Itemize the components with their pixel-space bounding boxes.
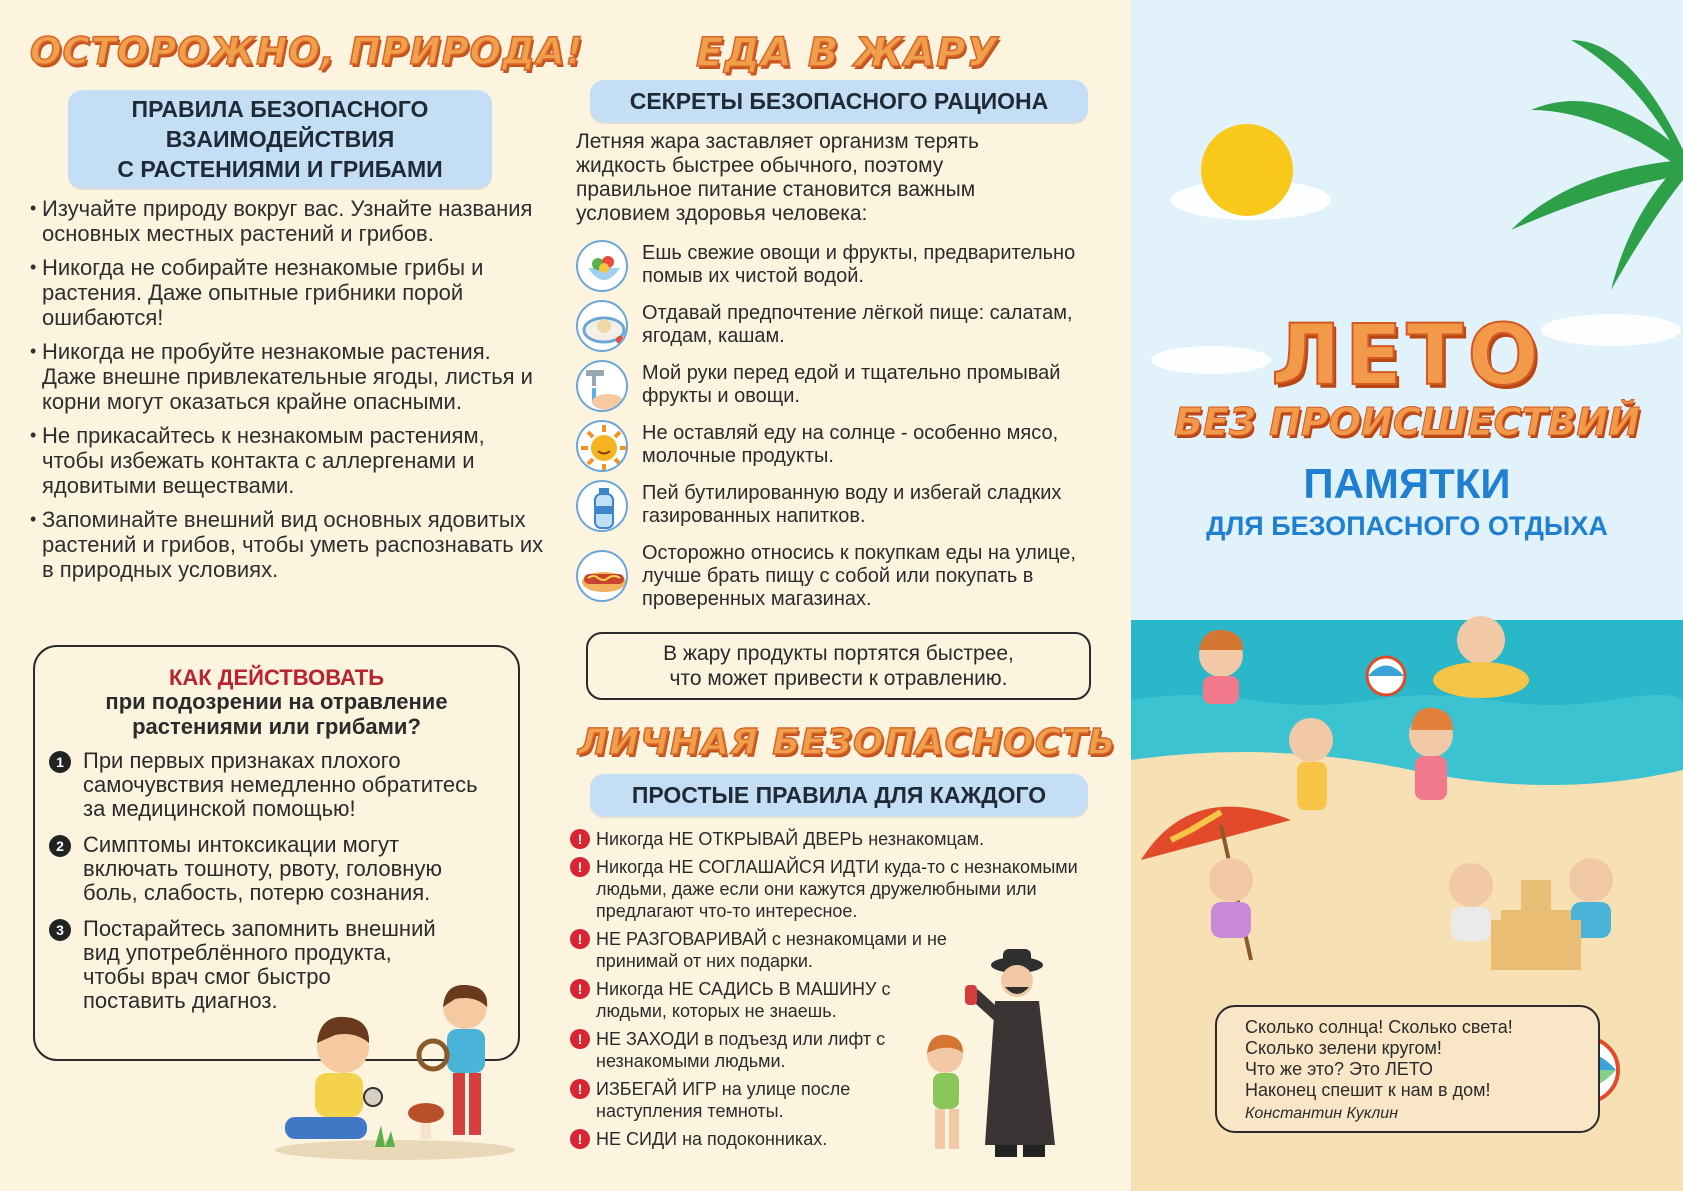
rule-text: НЕ ЗАХОДИ в подъезд или лифт с незнакомыми людьми. [596, 1029, 886, 1071]
action-title: КАК ДЕЙСТВОВАТЬ [168, 665, 385, 690]
action-steps [49, 749, 499, 1025]
food-tips-list [576, 240, 1116, 614]
rule-text: Никогда НЕ ОТКРЫВАЙ ДВЕРЬ незнакомцам. [596, 829, 985, 849]
action-subtitle [35, 689, 518, 739]
list-item [570, 1078, 900, 1122]
food-tip-text: Отдавай предпочтение лёгкой пище: салатам, ягодам, кашам. [642, 302, 1073, 347]
list-item [570, 1028, 900, 1072]
spoilage-warning-box [586, 632, 1091, 700]
step-number-badge: 2 [49, 835, 71, 857]
food-tip-text: Ешь свежие овощи и фрукты, предварительно помыв их чистой водой. [642, 242, 1076, 287]
warning-line: В жару продукты портятся быстрее, [663, 642, 1014, 665]
rule-text: НЕ РАЗГОВАРИВАЙ с незнакомцами и не принимай от них подарки. [596, 929, 947, 971]
salad-icon [576, 240, 628, 292]
alert-icon: ! [570, 1129, 590, 1149]
list-item [576, 420, 1116, 478]
rule-text: НЕ СИДИ на подоконниках. [596, 1129, 828, 1149]
cover-memo-subtitle: ДЛЯ БЕЗОПАСНОГО ОТДЫХА [1206, 511, 1608, 541]
poem-line: Сколько солнца! Сколько света! [1245, 1017, 1513, 1037]
pill-line: ВЗАИМОДЕЙСТВИЯ [165, 126, 395, 152]
poem-line: Что же это? Это ЛЕТО [1245, 1059, 1433, 1079]
alert-icon: ! [570, 829, 590, 849]
list-item [570, 828, 1110, 850]
list-item [576, 240, 1116, 298]
sun-icon [1201, 124, 1293, 216]
food-tip-text: Не оставляй еду на солнце - особенно мясо, молочные продукты. [642, 422, 1059, 467]
kids-mushroom-illustration [275, 985, 535, 1163]
alert-icon: ! [570, 1029, 590, 1049]
rule-text: Никогда НЕ САДИСЬ В МАШИНУ с людьми, которых не знаешь. [596, 979, 891, 1021]
food-tip-text: Пей бутилированную воду и избегай сладких газированных напитков. [642, 482, 1062, 527]
nature-rules-pill [68, 90, 492, 188]
step-number-badge: 1 [49, 751, 71, 773]
alert-icon: ! [570, 857, 590, 877]
list-item [570, 928, 960, 972]
stranger-danger-illustration [905, 945, 1105, 1165]
water-bottle-icon [576, 480, 628, 532]
poem-line: Наконец спешит к нам в дом! [1245, 1080, 1491, 1100]
pill-line: ПРАВИЛА БЕЗОПАСНОГО [131, 96, 429, 122]
hotdog-icon [576, 550, 628, 602]
food-tip-text: Мой руки перед едой и тщательно промывай фрукты и овощи. [642, 362, 1061, 407]
palm-tree-icon [1511, 40, 1683, 290]
list-item [576, 300, 1116, 358]
list-item: • Не прикасайтесь к незнакомым растениям, чтобы избежать контакта с аллергенами и ядовитыми веществами. [30, 423, 545, 498]
poem-line: Сколько зелени кругом! [1245, 1038, 1442, 1058]
alert-icon: ! [570, 1079, 590, 1099]
food-rules-pill: СЕКРЕТЫ БЕЗОПАСНОГО РАЦИОНА [590, 80, 1088, 122]
cover-subtitle: БЕЗ ПРОИСШЕСТВИЙ [1173, 400, 1641, 444]
pill-line: С РАСТЕНИЯМИ И ГРИБАМИ [117, 156, 443, 182]
food-intro: Летняя жара заставляет организм терять жидкость быстрее обычного, поэтому правильное питание становится важным условием здоровья человека: [576, 130, 979, 225]
food-tip-text: Осторожно относись к покупкам еды на улице, лучше брать пищу с собой или покупать в проверенных магазинах. [642, 542, 1076, 610]
cover-title: ЛЕТО [1271, 306, 1543, 404]
hand-wash-icon [576, 360, 628, 412]
nature-heading: ОСТОРОЖНО, ПРИРОДА! [30, 30, 584, 73]
rule-text: ИЗБЕГАЙ ИГР на улице после наступления темноты. [596, 1079, 851, 1121]
step-text: Постарайтесь запомнить внешний вид употреблённого продукта, чтобы врач смог быстро поставить диагноз. [83, 916, 436, 1013]
step-text: Симптомы интоксикации могут включать тошноту, рвоту, головную боль, слабость, потерю сознания. [83, 832, 442, 905]
list-item [576, 540, 1116, 612]
step-item [49, 833, 499, 905]
poem-box [1215, 1005, 1600, 1133]
action-subtitle-line: при подозрении на отравление [105, 689, 448, 714]
step-item [49, 749, 499, 821]
alert-icon: ! [570, 929, 590, 949]
alert-icon: ! [570, 979, 590, 999]
list-item [576, 360, 1116, 418]
rule-text: Никогда НЕ СОГЛАШАЙСЯ ИДТИ куда-то с незнакомыми людьми, даже если они кажутся дружелюбными или предлагают что-то интересное. [596, 857, 1078, 921]
step-number-badge: 3 [49, 919, 71, 941]
poem-author: Константин Куклин [1245, 1105, 1398, 1122]
action-subtitle-line: растениями или грибами? [132, 714, 421, 739]
list-item: • Никогда не собирайте незнакомые грибы и растения. Даже опытные грибники порой ошибаются! [30, 255, 545, 330]
list-item [570, 978, 920, 1022]
list-item [576, 480, 1116, 538]
safety-heading: ЛИЧНАЯ БЕЗОПАСНОСТЬ [578, 722, 1117, 763]
porridge-icon [576, 300, 628, 352]
list-item [570, 856, 1110, 922]
nature-rules-list [30, 196, 545, 591]
list-item: • Изучайте природу вокруг вас. Узнайте названия основных местных растений и грибов. [30, 196, 545, 246]
list-item: • Запоминайте внешний вид основных ядовитых растений и грибов, чтобы уметь распознавать их в природных условиях. [30, 507, 545, 582]
step-text: При первых признаках плохого самочувствия немедленно обратитесь за медицинской помощью! [83, 748, 478, 821]
food-heading: ЕДА В ЖАРУ [696, 30, 999, 76]
safety-rules-pill: ПРОСТЫЕ ПРАВИЛА ДЛЯ КАЖДОГО [590, 774, 1088, 816]
cover-memo: ПАМЯТКИ [1303, 460, 1511, 507]
list-item: • Никогда не пробуйте незнакомые растения. Даже внешне привлекательные ягоды, листья и корни могут оказаться крайне опасными. [30, 339, 545, 414]
sun-icon [576, 420, 628, 472]
warning-line: что может привести к отравлению. [669, 667, 1008, 690]
